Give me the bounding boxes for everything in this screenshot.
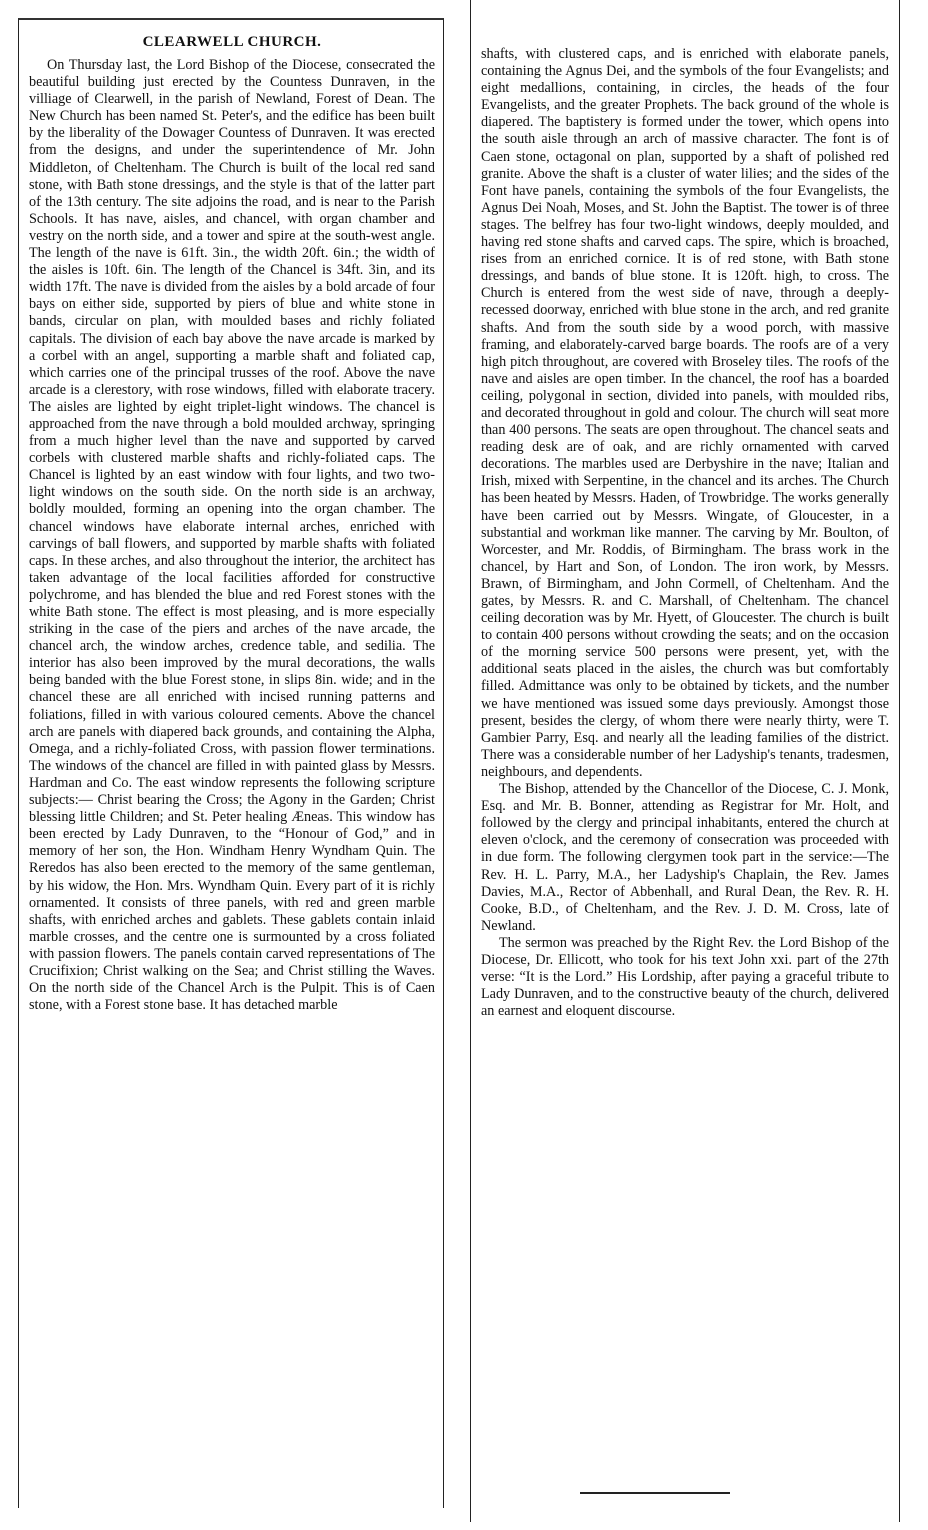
article-paragraph-3: The Bishop, attended by the Chancellor of the Diocese, C. J. Monk, Esq. and Mr. B. Bonner, attending as Registrar for Mr. Holt, and followed by the clergy and principal inhabitants, entered the church at eleven o'clock, and the ceremony of consecration was proceeded with in due form. The following clergymen took part in the service:—The Rev. H. L. Parry, M.A., her Ladyship's Chaplain, the Rev. James Davies, M.A., Rector of Abbenhall, and Rural Dean, the Rev. R. H. Cooke, B.D., of Cheltenham, and the Rev. J. D. M. Cross, late of Newland.: [481, 781, 889, 934]
article-paragraph-4: The sermon was preached by the Right Rev. the Lord Bishop of the Diocese, Dr. Ellicott, who took for his text John xxi. part of the 27th verse: “It is the Lord.” His Lordship, after paying a graceful tribute to Lady Dunraven, and to the constructive beauty of the church, delivered an earnest and eloquent discourse.: [481, 934, 889, 1020]
right-column: [470, 0, 900, 1522]
article-paragraph-2: shafts, with clustered caps, and is enriched with elaborate panels, containing the Agnus Dei, and the symbols of the four Evangelists; and eight medallions, containing, in circles, the heads of the four Evangelists, and the greater Prophets. The back ground of the whole is diapered. The baptistery is formed under the tower, which opens into the south aisle through an arch of massive character. The font is of Caen stone, octagonal on plan, supported by a shaft of polished red granite. Above the shaft is a cluster of water lilies; and the sides of the Font have panels, containing the symbols of the four Evangelists, the Agnus Dei Noah, Moses, and St. John the Baptist. The tower is of three stages. The belfrey has four two-light windows, deeply moulded, and having red stone shafts and carved caps. The spire, which is broached, rises from an enriched cornice. It is of red stone, with Bath stone dressings, and bands of blue stone. It is 120ft. high, to cross. The Church is entered from the west side of nave, through a deeply-recessed doorway, enriched with blue stone in the arch, and red granite shafts. And from the south side by a wood porch, with massive framing, and elaborately-carved barge boards. The roofs are of a very high pitch throughout, are covered with Broseley tiles. The roofs of the nave and aisles are open timber. In the chancel, the roof has a boarded ceiling, polygonal in section, divided into panels, with moulded ribs, and decorated throughout in gold and colour. The church will seat more than 400 persons. The seats are open throughout. The chancel seats and reading desk are of oak, and are richly ornamented with carved decorations. The marbles used are Derbyshire in the nave; Italian and Irish, mixed with Serpentine, in the chancel and its arches. The Church has been heated by Messrs. Haden, of Trowbridge. The works generally have been carried out by Messrs. Wingate, of Gloucester, in a substantial and workman like manner. The carving by Mr. Boulton, of Worcester, and Mr. Roddis, of Birmingham. The brass work in the chancel, by Hart and Son, of London. The iron work, by Messrs. Brawn, of Birmingham, and John Cormell, of Cheltenham. And the gates, by Messrs. R. and C. Marshall, of Cheltenham. The chancel ceiling decoration was by Mr. Hyett, of Gloucester. The church is built to contain 400 persons without crowding the seats; and on the occasion of the morning service 500 persons were present, yet, with the additional seats placed in the aisles, the church was but comfortably filled. Admittance was only to be obtained by tickets, and the number we have mentioned was issued some days previously. Amongst those present, besides the clergy, of whom there were nearly thirty, were T. Gambier Parry, Esq. and nearly all the leading families of the district. There was a considerable number of her Ladyship's tenants, tradesmen, neighbours, and dependents.: [481, 46, 889, 780]
left-column: [18, 18, 444, 1508]
article-title: CLEARWELL CHURCH.: [142, 34, 322, 50]
end-rule: [580, 1492, 730, 1494]
article-paragraph-1: On Thursday last, the Lord Bishop of the Diocese, consecrated the beautiful building just erected by the Countess Dunraven, in the villiage of Clearwell, in the parish of Newland, Forest of Dean. The New Church has been named St. Peter's, and the edifice has been built by the liberality of the Dowager Countess of Dunraven. It was erected from the designs, and under the superintendence of Mr. John Middleton, of Cheltenham. The Church is built of the local red sand stone, with Bath stone dressings, and the style is that of the latter part of the 13th century. The site adjoins the road, and is near to the Parish Schools. It has nave, aisles, and chancel, with organ chamber and vestry on the north side, and a tower and spire at the south-west angle. The length of the nave is 61ft. 3in., the width 20ft. 6in.; the width of the aisles is 10ft. 6in. The length of the Chancel is 34ft. 3in, and its width 17ft. The nave is divided from the aisles by a bold arcade of four bays on either side, supported by piers of blue and white stone in bands, circular on plan, with moulded bases and richly foliated capitals. The division of each bay above the nave arcade is marked by a corbel with an angel, supporting a marble shaft and foliated cap, which carries one of the principal trusses of the roof. Above the nave arcade is a clerestory, with rose windows, filled with elaborate tracery. The aisles are lighted by eight triplet-light windows. The chancel is approached from the nave through a bold moulded archway, springing from a much higher level than the nave and supported by carved corbels with clustered marble shafts and richly-foliated caps. The Chancel is lighted by an east window with four lights, and two two-light windows on the south side. On the north side is an archway, boldly moulded, forming an opening into the organ chamber. The chancel windows have elaborate internal arches, enriched with carvings of ball flowers, and supported by marble shafts with foliated caps. In these arches, and also throughout the interior, the architect has taken advantage of the local facilities afforded for constructive polychrome, and has blended the blue and red Forest stones with the white Bath stone. The effect is most pleasing, and is more especially striking in the case of the piers and arches of the nave arcade, the chancel arch, the window arches, credence table, and sedilia. The interior has also been improved by the mural decorations, the walls being banded with the blue Forest stone, in slips 8in. wide; and in the chancel these are all enriched with incised running patterns and foliations, filled in with various coloured cements. Above the chancel arch are panels with diapered back grounds, and containing the Alpha, Omega, and a richly-foliated Cross, with passion flower terminations. The windows of the chancel are filled in with painted glass by Messrs. Hardman and Co. The east window represents the following scripture subjects:— Christ bearing the Cross; the Agony in the Garden; Christ blessing little Children; and St. Peter healing Æneas. This window has been erected by Lady Dunraven, to the “Honour of God,” and in memory of her son, the Hon. Windham Henry Wyndham Quin. The Reredos has also been erected to the memory of the same gentleman, by his widow, the Hon. Mrs. Wyndham Quin. Every part of it is richly ornamented. It consists of three panels, with red and green marble shafts, with enriched arches and gablets. These gablets contain inlaid marble crosses, and the centre one is surmounted by a cross foliated with passion flowers. The panels contain carved representations of The Crucifixion; Christ walking on the Sea; and Christ stilling the Waves. On the north side of the Chancel Arch is the Pulpit. This is of Caen stone, with a Forest stone base. It has detached marble: [29, 57, 435, 1014]
